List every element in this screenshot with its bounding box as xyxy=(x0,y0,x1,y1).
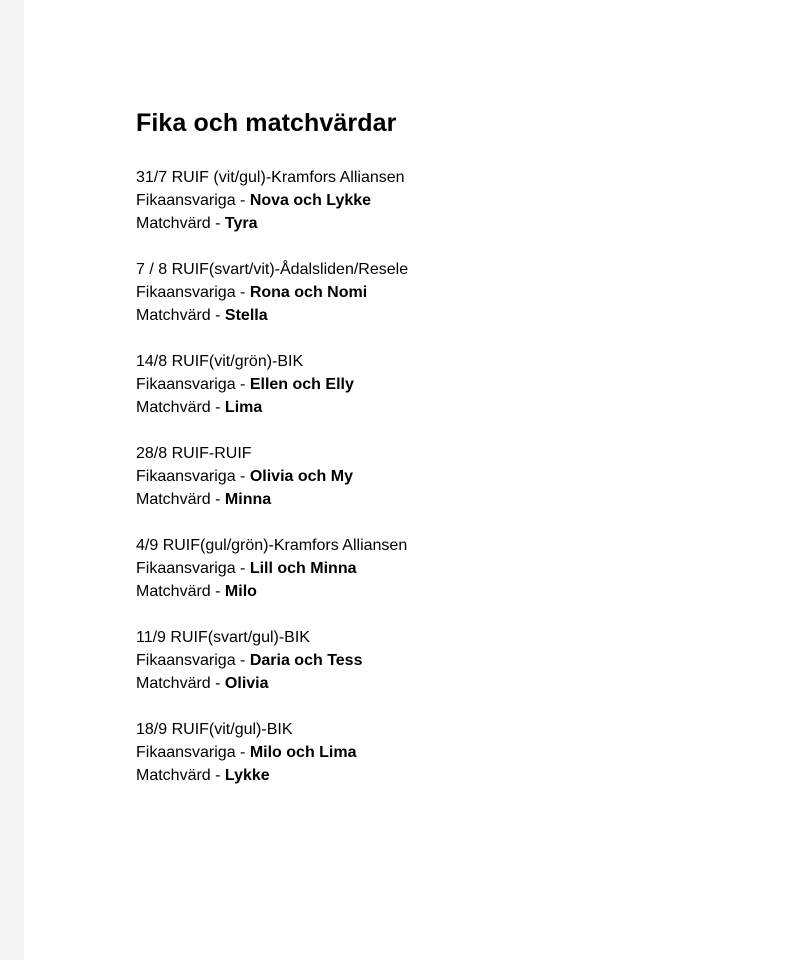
fika-line xyxy=(136,741,736,764)
host-line xyxy=(136,212,736,235)
match-entry xyxy=(136,626,736,695)
host-line xyxy=(136,672,736,695)
host-line xyxy=(136,488,736,511)
match-game: 7 / 8 RUIF(svart/vit)-Ådalsliden/Resele xyxy=(136,261,409,278)
host-line xyxy=(136,396,736,419)
fika-line xyxy=(136,281,736,304)
host-name: Milo xyxy=(224,583,257,600)
fika-names: Daria och Tess xyxy=(249,652,363,669)
fika-names: Ellen och Elly xyxy=(249,376,354,393)
fika-label: Fikaansvariga - xyxy=(136,652,250,669)
page-title: Fika och matchvärdar xyxy=(136,109,397,137)
host-name: Lykke xyxy=(224,767,270,784)
match-entry xyxy=(136,350,736,419)
match-game: 14/8 RUIF(vit/grön)-BIK xyxy=(136,353,304,370)
host-line xyxy=(136,764,736,787)
host-name: Lima xyxy=(224,399,263,416)
fika-line xyxy=(136,373,736,396)
host-name: Stella xyxy=(224,307,268,324)
fika-names: Lill och Minna xyxy=(249,560,357,577)
document-content xyxy=(136,106,736,810)
host-line xyxy=(136,580,736,603)
host-label: Matchvärd - xyxy=(136,491,225,508)
fika-names: Olivia och My xyxy=(249,468,353,485)
host-label: Matchvärd - xyxy=(136,215,225,232)
fika-label: Fikaansvariga - xyxy=(136,376,250,393)
match-entry xyxy=(136,534,736,603)
host-label: Matchvärd - xyxy=(136,767,225,784)
host-label: Matchvärd - xyxy=(136,307,225,324)
fika-line xyxy=(136,189,736,212)
fika-label: Fikaansvariga - xyxy=(136,192,250,209)
match-game: 11/9 RUIF(svart/gul)-BIK xyxy=(136,629,310,646)
match-entry xyxy=(136,166,736,235)
fika-names: Milo och Lima xyxy=(249,744,357,761)
match-game: 31/7 RUIF (vit/gul)-Kramfors Alliansen xyxy=(136,169,405,186)
host-name: Minna xyxy=(224,491,272,508)
fika-label: Fikaansvariga - xyxy=(136,468,250,485)
fika-line xyxy=(136,649,736,672)
fika-line xyxy=(136,557,736,580)
document-page xyxy=(24,0,786,960)
fika-line xyxy=(136,465,736,488)
host-name: Olivia xyxy=(224,675,269,692)
fika-names: Rona och Nomi xyxy=(249,284,368,301)
fika-names: Nova och Lykke xyxy=(249,192,372,209)
fika-label: Fikaansvariga - xyxy=(136,560,250,577)
host-name: Tyra xyxy=(224,215,258,232)
fika-label: Fikaansvariga - xyxy=(136,744,250,761)
match-game: 18/9 RUIF(vit/gul)-BIK xyxy=(136,721,293,738)
host-label: Matchvärd - xyxy=(136,399,225,416)
match-game: 4/9 RUIF(gul/grön)-Kramfors Alliansen xyxy=(136,537,408,554)
match-game: 28/8 RUIF-RUIF xyxy=(136,445,252,462)
fika-label: Fikaansvariga - xyxy=(136,284,250,301)
match-entry xyxy=(136,258,736,327)
host-label: Matchvärd - xyxy=(136,675,225,692)
host-line xyxy=(136,304,736,327)
host-label: Matchvärd - xyxy=(136,583,225,600)
match-entry xyxy=(136,718,736,787)
match-entry xyxy=(136,442,736,511)
